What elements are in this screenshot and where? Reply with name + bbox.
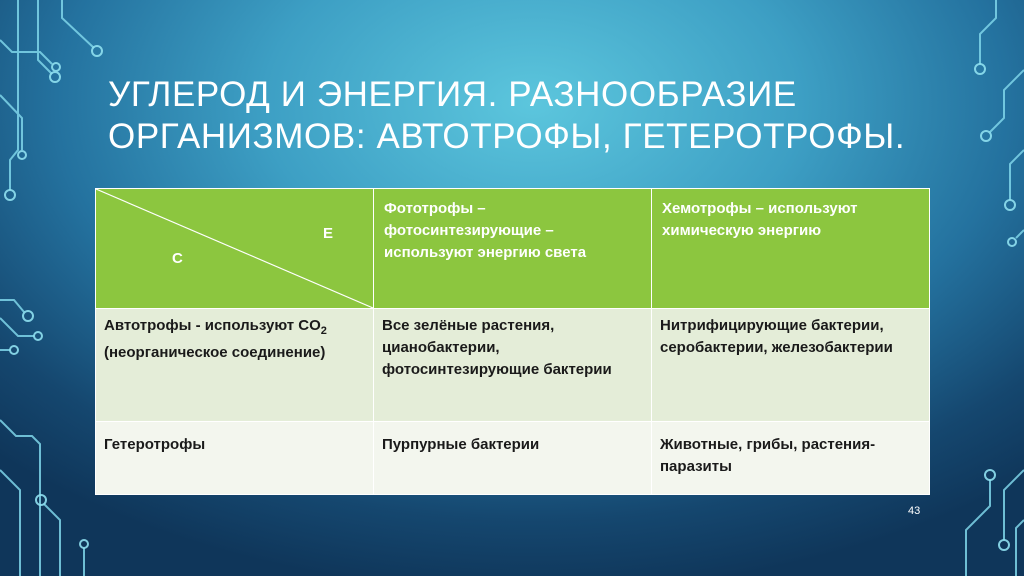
corner-energy-label: Е bbox=[322, 225, 333, 242]
cell-autotrophs-chemotrophs: Нитрифицирующие бактерии, серобактерии, железобактерии bbox=[652, 309, 930, 422]
corner-carbon-label: С bbox=[172, 250, 183, 267]
slide-title-line-2: ОРГАНИЗМОВ: АВТОТРОФЫ, ГЕТЕРОТРОФЫ. bbox=[108, 117, 906, 156]
row-label-autotrophs-pre: Автотрофы - используют CO bbox=[104, 317, 321, 334]
row-label-autotrophs-post: (неорганическое соединение) bbox=[104, 344, 326, 361]
cell-heterotrophs-phototrophs: Пурпурные бактерии bbox=[374, 422, 652, 495]
column-header-chemotrophs: Хемотрофы – используют химическую энергию bbox=[652, 189, 930, 309]
slide-title bbox=[108, 74, 928, 158]
classification-table bbox=[95, 188, 930, 495]
row-label-autotrophs bbox=[96, 309, 374, 422]
table-header-row bbox=[96, 189, 930, 309]
cell-autotrophs-phototrophs: Все зелёные растения, цианобактерии, фотосинтезирующие бактерии bbox=[374, 309, 652, 422]
corner-cell bbox=[96, 189, 374, 309]
diagonal-divider bbox=[96, 189, 373, 308]
table-row bbox=[96, 422, 930, 495]
row-label-autotrophs-sub: 2 bbox=[320, 325, 327, 337]
page-number: 43 bbox=[908, 505, 921, 517]
row-label-heterotrophs: Гетеротрофы bbox=[96, 422, 374, 495]
table-row bbox=[96, 309, 930, 422]
cell-heterotrophs-chemotrophs: Животные, грибы, растения-паразиты bbox=[652, 422, 930, 495]
column-header-phototrophs: Фототрофы – фотосинтезирующие – используют энергию света bbox=[374, 189, 652, 309]
slide-title-line-1: УГЛЕРОД И ЭНЕРГИЯ. РАЗНООБРАЗИЕ bbox=[108, 75, 797, 114]
